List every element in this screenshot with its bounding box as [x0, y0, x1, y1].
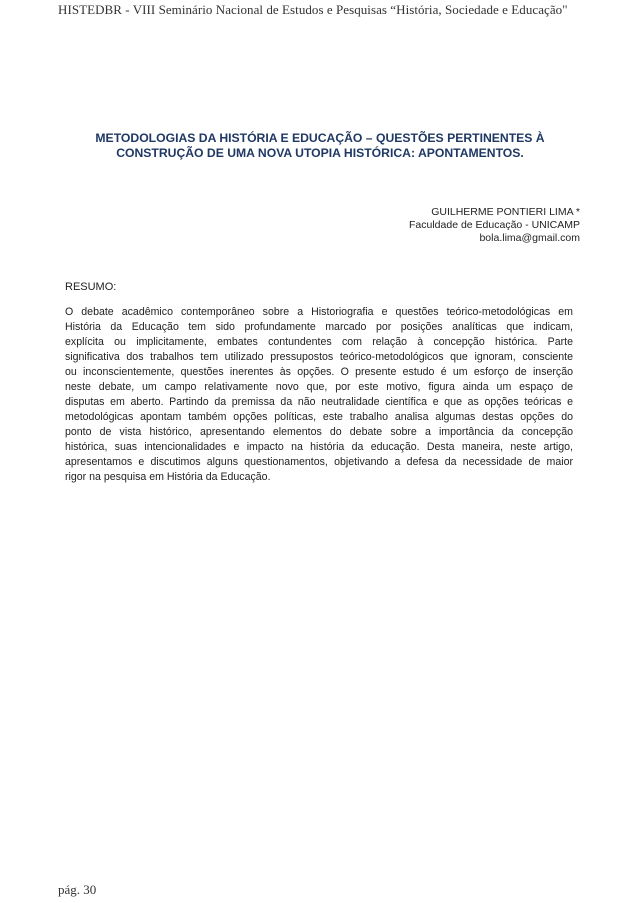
abstract-line: rigor na pesquisa em História da Educação.	[65, 471, 271, 483]
abstract-line: significativa dos trabalhos tem utilizado pressupostos teórico-metodológicos que ignoram, consciente	[65, 351, 573, 363]
abstract-line: metodológicas apontam também opções políticas, este trabalho analisa algumas destas opções do	[65, 411, 573, 423]
abstract-line: ou inconscientemente, questões inerentes às opções. O presente estudo é um esforço de inserção	[65, 366, 573, 378]
author-affiliation: Faculdade de Educação - UNICAMP	[409, 219, 580, 231]
abstract-heading: RESUMO:	[65, 281, 117, 293]
abstract-line: História da Educação tem sido profundamente marcado por posições analíticas que indicam,	[65, 321, 573, 333]
abstract-line: histórica, suas intencionalidades e impacto na história da educação. Desta maneira, neste artigo,	[65, 441, 573, 453]
abstract-line: ponto de vista histórico, apresentando elementos do debate sobre a importância da concepção	[65, 426, 573, 438]
running-header: HISTEDBR - VIII Seminário Nacional de Estudos e Pesquisas “História, Sociedade e Educação"	[58, 2, 568, 17]
author-name: GUILHERME PONTIERI LIMA *	[431, 206, 580, 218]
abstract-line: disputas em aberto. Partindo da premissa da não neutralidade científica e que as opções teóricas e	[65, 396, 573, 408]
author-email: bola.lima@gmail.com	[479, 232, 580, 244]
abstract-line: O debate acadêmico contemporâneo sobre a Historiografia e questões teórico-metodológicas em	[65, 306, 573, 318]
article-title	[70, 131, 570, 161]
abstract-body	[65, 305, 573, 485]
author-block	[409, 206, 580, 245]
abstract-line: apresentamos e discutimos alguns questionamentos, objetivando a defesa da necessidade de maior	[65, 456, 573, 468]
abstract-line: neste debate, um campo relativamente novo que, por este motivo, figura ainda um espaço de	[65, 381, 573, 393]
abstract-line: explícita ou implicitamente, embates contundentes com relação à concepção histórica. Parte	[65, 336, 573, 348]
title-line-2: CONSTRUÇÃO DE UMA NOVA UTOPIA HISTÓRICA: APONTAMENTOS.	[116, 146, 524, 160]
title-line-1: METODOLOGIAS DA HISTÓRIA E EDUCAÇÃO – QUESTÕES PERTINENTES À	[95, 131, 545, 145]
page-number: pág. 30	[58, 882, 97, 897]
